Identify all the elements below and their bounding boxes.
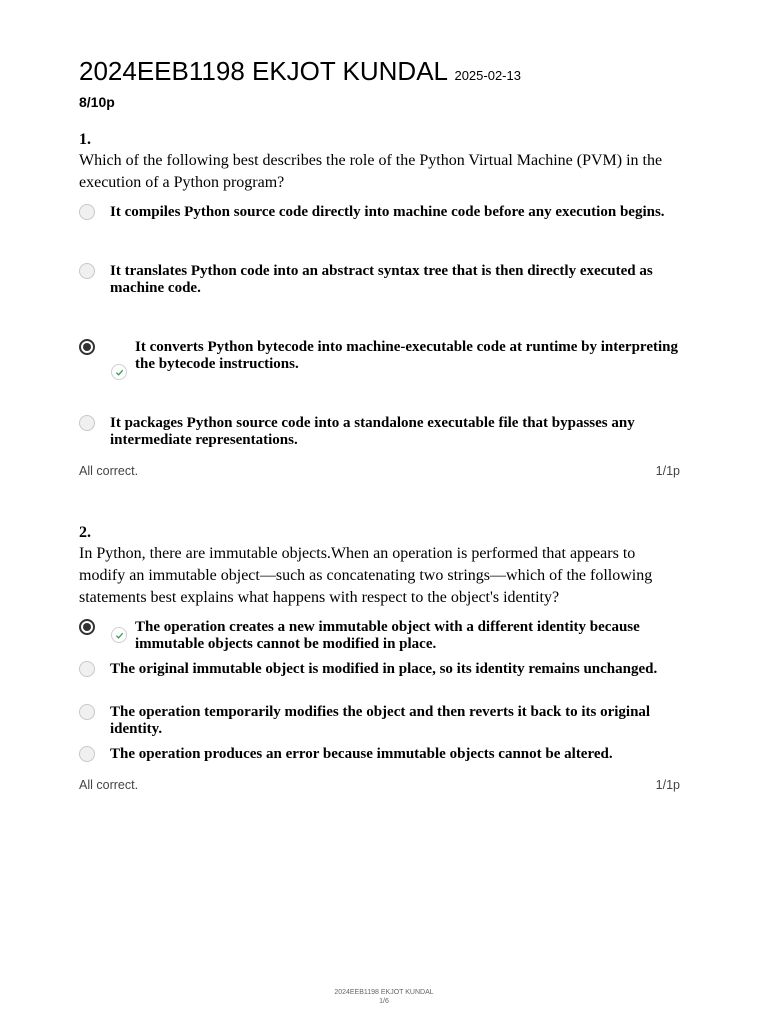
- option-label: The operation creates a new immutable object with a different identity because immutable objects cannot be modified in place.: [135, 619, 640, 652]
- radio-option-4[interactable]: [79, 415, 95, 431]
- question-number: 1.: [79, 131, 91, 148]
- question-feedback: All correct.: [79, 778, 139, 792]
- radio-option-2[interactable]: [79, 263, 95, 279]
- radio-option-3[interactable]: [79, 704, 95, 720]
- page-number: 1/6: [379, 998, 389, 1005]
- question-text: Which of the following best describes the role of the Python Virtual Machine (PVM) in the execution of a Python program?: [79, 152, 663, 191]
- radio-option-1[interactable]: [79, 204, 95, 220]
- page-footer: [0, 988, 768, 1006]
- submission-date: 2025-02-13: [454, 68, 521, 83]
- radio-option-4[interactable]: [79, 746, 95, 762]
- option-label: It compiles Python source code directly into machine code before any execution begins.: [110, 204, 665, 220]
- question-feedback: All correct.: [79, 464, 139, 478]
- radio-option-1-selected[interactable]: [79, 619, 95, 635]
- correct-check-icon: [111, 364, 127, 380]
- total-score: 8/10p: [79, 94, 115, 110]
- page-title: 2024EEB1198 EKJOT KUNDAL: [79, 56, 449, 86]
- option-label: The operation temporarily modifies the object and then reverts it back to its original identity.: [110, 704, 651, 737]
- question-text: In Python, there are immutable objects.When an operation is performed that appears to modify an immutable object—such as concatenating two strings—which of the following statements best explains what happens with respect to the object's identity?: [79, 545, 653, 606]
- option-label: The original immutable object is modified in place, so its identity remains unchanged.: [110, 661, 658, 677]
- page-header: [79, 56, 521, 86]
- correct-check-icon: [111, 627, 127, 643]
- option-label: It packages Python source code into a standalone executable file that bypasses any intermediate representations.: [110, 415, 635, 448]
- option-label: The operation produces an error because immutable objects cannot be altered.: [110, 746, 613, 762]
- question-points: 1/1p: [655, 464, 680, 478]
- radio-option-3-selected[interactable]: [79, 339, 95, 355]
- radio-option-2[interactable]: [79, 661, 95, 677]
- question-number: 2.: [79, 524, 91, 541]
- question-points: 1/1p: [655, 778, 680, 792]
- option-label: It converts Python bytecode into machine-executable code at runtime by interpreting the bytecode instructions.: [135, 339, 678, 372]
- option-label: It translates Python code into an abstract syntax tree that is then directly executed as machine code.: [110, 263, 653, 296]
- footer-name: 2024EEB1198 EKJOT KUNDAL: [334, 989, 434, 996]
